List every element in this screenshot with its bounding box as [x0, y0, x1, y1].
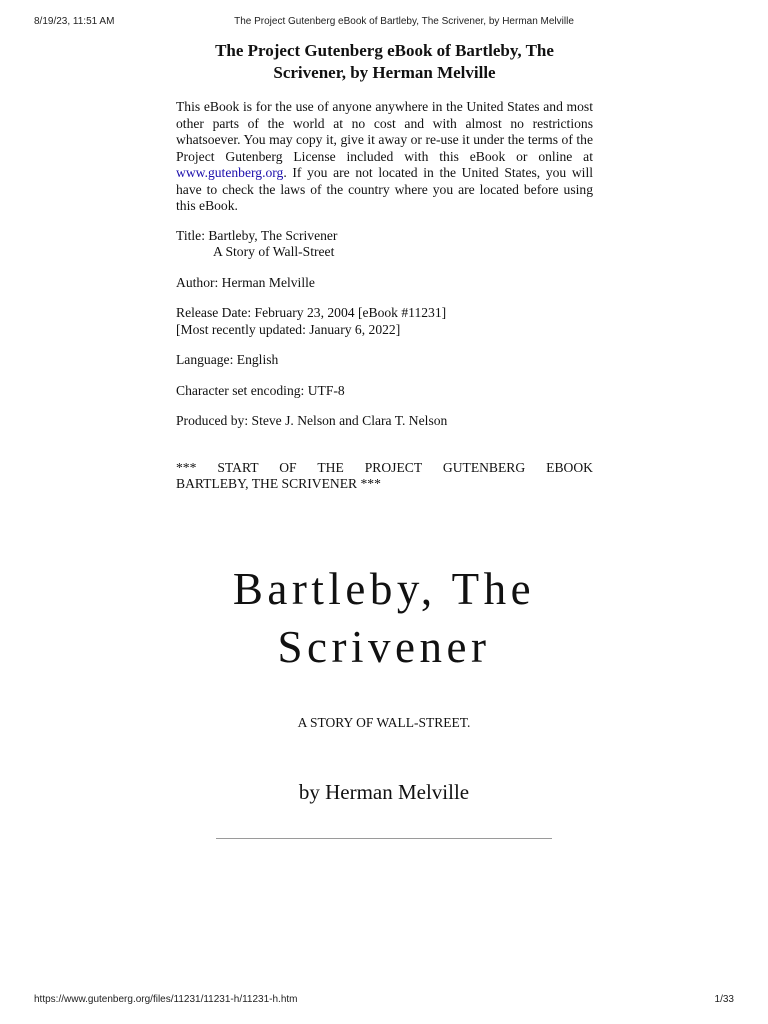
book-metadata — [176, 228, 593, 430]
language-line: Language: English — [176, 352, 279, 367]
license-text-after: . If you are not located in the United States, you will have to check the laws of the country where you are located before using this eBook. — [176, 165, 593, 213]
author-byline: by Herman Melville — [298, 780, 470, 804]
license-text-before: This eBook is for the use of anyone anywhere in the United States and most other parts of the world at no cost and with almost no restrictions whatsoever. You may copy it, give it away or re-use it under the terms of the Project Gutenberg License included with this eBook or online at — [176, 99, 593, 164]
title-subline: A Story of Wall-Street — [213, 244, 335, 259]
release-field — [176, 305, 593, 338]
print-footer — [0, 994, 768, 1008]
author-line: Author: Herman Melville — [176, 274, 315, 290]
title-field — [176, 228, 593, 261]
print-datetime: 8/19/23, 11:51 AM — [34, 16, 115, 27]
updated-line: [Most recently updated: January 6, 2022] — [176, 321, 401, 337]
book-heading — [176, 40, 593, 84]
start-marker — [176, 460, 593, 493]
book-heading-line1: The Project Gutenberg eBook of Bartleby, The — [215, 41, 554, 60]
display-title-line2: Scrivener — [277, 622, 491, 672]
release-line: Release Date: February 23, 2004 [eBook #11231] — [176, 305, 447, 320]
print-page-title: The Project Gutenberg eBook of Bartleby, The Scrivener, by Herman Melville — [234, 16, 574, 27]
book-heading-line2: Scrivener, by Herman Melville — [273, 63, 496, 82]
book-subtitle: A STORY OF WALL-STREET. — [297, 715, 471, 730]
print-url: https://www.gutenberg.org/files/11231/11231-h/11231-h.htm — [34, 994, 298, 1005]
print-page-count: 1/33 — [714, 994, 734, 1005]
horizontal-rule — [216, 838, 552, 839]
license-paragraph — [176, 99, 593, 215]
start-marker-line2: BARTLEBY, THE SCRIVENER *** — [176, 476, 381, 491]
document-body — [176, 40, 593, 493]
start-marker-line1: *** START OF THE PROJECT GUTENBERG EBOOK — [176, 459, 593, 475]
gutenberg-link[interactable]: www.gutenberg.org — [176, 165, 284, 180]
encoding-line: Character set encoding: UTF-8 — [176, 382, 345, 398]
book-display-title — [150, 560, 618, 676]
display-title-line1: Bartleby, The — [232, 564, 536, 614]
title-line: Title: Bartleby, The Scrivener — [176, 227, 338, 243]
produced-line: Produced by: Steve J. Nelson and Clara T. Nelson — [176, 413, 448, 428]
print-header — [0, 16, 768, 30]
